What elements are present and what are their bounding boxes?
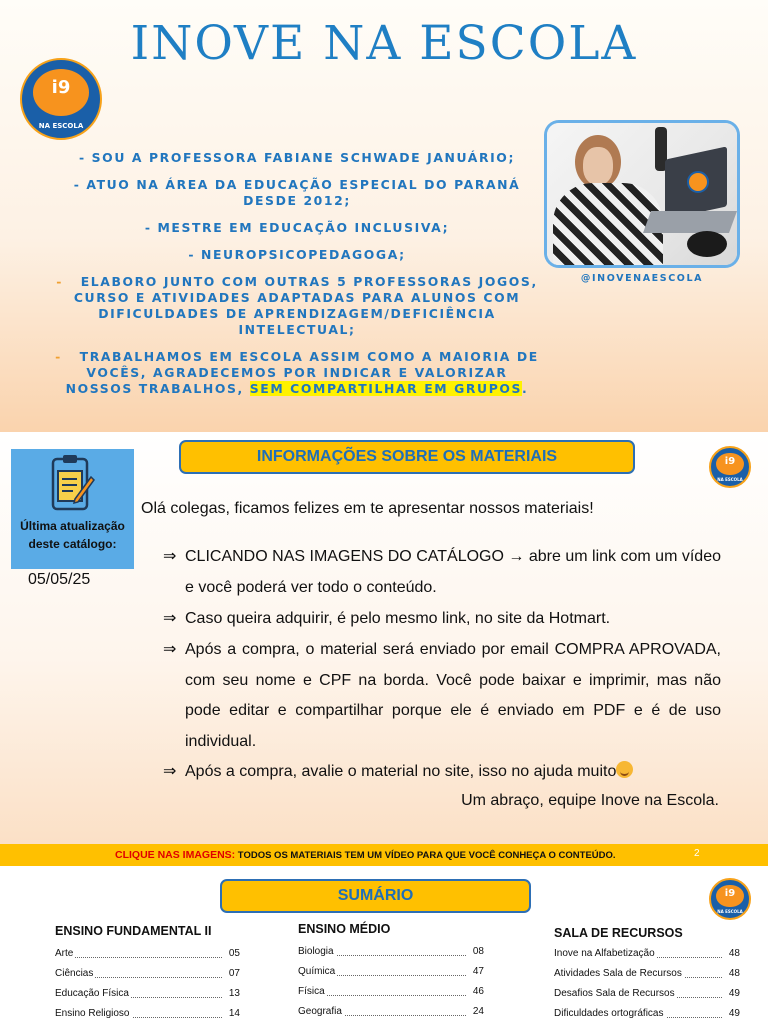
bio-item: - NEUROPSICOPEDAGOGA; [188,247,406,262]
inove-logo[interactable] [709,878,751,920]
arrow-icon: ⇒ [163,641,177,658]
page-number: 2 [694,848,700,859]
toc-page: 46 [471,982,484,1002]
laptop-keyboard [643,211,737,233]
person-face [583,147,613,185]
toc-page: 08 [471,942,484,962]
toc-label: Química [298,966,336,977]
toc-page: 47 [471,962,484,982]
inove-logo[interactable] [20,58,102,140]
info-bullet [163,635,721,757]
toc-entry[interactable] [554,984,740,1004]
bio-item: - MESTRE EM EDUCAÇÃO INCLUSIVA; [144,220,450,235]
mouse-shape [687,231,727,257]
bullet-text[interactable]: CLICANDO NAS IMAGENS DO CATÁLOGO → abre um link com um vídeo e você poderá ver todo o conteúdo. [185,548,721,596]
teacher-photo [547,123,737,265]
arrow-icon: ⇒ [163,763,177,780]
toc-entry[interactable] [55,944,240,964]
page-title: INOVE NA ESCOLA [130,16,638,71]
logo-ring-text: NA ESCOLA [717,477,743,483]
toc-entry[interactable] [298,962,484,982]
signature: Um abraço, equipe Inove na Escola. [461,792,719,809]
toc-label: Arte [55,948,74,959]
toc-entry[interactable] [298,942,484,962]
toc-entry[interactable] [554,1004,740,1024]
arrow-icon: ⇒ [163,610,177,627]
inove-logo[interactable] [709,446,751,488]
info-heading: INFORMAÇÕES SOBRE OS MATERIAIS [179,440,635,474]
summary-heading: SUMÁRIO [220,879,531,913]
toc-entry[interactable] [554,944,740,964]
bio-dash: - [55,349,62,364]
column-heading: SALA DE RECURSOS [554,926,683,940]
laptop-logo-icon [687,171,709,193]
bio-item: - ATUO NA ÁREA DA EDUCAÇÃO ESPECIAL DO PARANÁ DESDE 2012; [73,177,521,208]
info-bullet [163,757,721,788]
toc-entry[interactable] [55,1004,240,1024]
banner-message: TODOS OS MATERIAIS TEM UM VÍDEO PARA QUE VOCÊ CONHEÇA O CONTEÚDO. [235,850,616,861]
toc-label: Atividades Sala de Recursos [554,968,682,979]
logo-ring-text: NA ESCOLA [717,909,743,915]
toc-label: Ciências [55,968,94,979]
toc-page: 13 [227,984,240,1004]
click-images-banner [0,844,768,866]
info-bullet [163,604,721,635]
toc-label: Física [298,986,325,997]
logo-ring-text: NA ESCOLA [38,122,84,131]
highlighted-text: SEM COMPARTILHAR EM GRUPOS [249,381,523,396]
logo-glyph: i9 [724,888,736,900]
column-heading: ENSINO MÉDIO [298,922,391,936]
toc-page: 14 [227,1004,240,1024]
arrow-icon: ⇒ [163,548,177,565]
summary-section [0,866,768,1024]
intro-section [0,0,768,432]
logo-glyph: i9 [724,456,736,468]
update-date: 05/05/25 [28,571,91,588]
toc-page: 05 [227,944,240,964]
smiling-face-icon [616,761,633,778]
toc-page: 24 [471,1002,484,1022]
toc-entry[interactable] [55,964,240,984]
bio-text: ELABORO JUNTO COM OUTRAS 5 PROFESSORAS JOGOS, CURSO E ATIVIDADES ADAPTADAS PARA ALUNOS COM DIFICULDADES DE APRENDIZAGEM/DEFICIÊNCIA INTELECTUAL; [73,274,538,337]
instagram-handle[interactable]: @INOVENAESCOLA [580,273,704,284]
greeting: Olá colegas, ficamos felizes em te apresentar nossos materiais! [141,500,594,517]
update-label: Última atualização deste catálogo: [20,519,125,551]
column-heading: ENSINO FUNDAMENTAL II [55,924,212,938]
toc-page: 49 [727,984,740,1004]
bullet-text: Caso queira adquirir, é pelo mesmo link, no site da Hotmart. [185,610,611,627]
bullet-text: Após a compra, o material será enviado por email COMPRA APROVADA, com seu nome e CPF na borda. Você pode baixar e imprimir, mas não pode editar e compartilhar porque ele é enviado em PDF e é de uso individual. [185,641,721,750]
bio-item [52,349,542,397]
toc-label: Ensino Religioso [55,1008,130,1019]
toc-entry[interactable] [55,984,240,1004]
toc-page: 48 [727,964,740,984]
summary-column [554,926,740,1024]
toc-page: 48 [727,944,740,964]
bio-item [52,274,542,338]
logo-glyph: i9 [51,77,71,99]
bio-item: - SOU A PROFESSORA FABIANE SCHWADE JANUÁRIO; [79,150,515,165]
clipboard-edit-icon [49,453,95,513]
toc-label: Dificuldades ortográficas [554,1008,664,1019]
bullet-text-wrap [163,757,721,788]
bio-text: TRABALHAMOS EM ESCOLA ASSIM COMO A MAIORIA DE VOCÊS, AGRADECEMOS POR INDICAR E VALORIZAR NOSSOS TRABALHOS, [65,349,539,396]
toc-label: Inove na Alfabetização [554,948,655,959]
summary-column [55,924,240,1024]
toc-entry[interactable] [298,1002,484,1022]
bio-list [52,150,542,408]
banner-red-label: CLIQUE NAS IMAGENS: [115,849,236,861]
banner-text [115,849,616,861]
toc-page: 07 [227,964,240,984]
update-box [11,449,134,569]
toc-entry[interactable] [554,964,740,984]
summary-column [298,922,484,1022]
bio-dash: - [56,274,63,289]
toc-page: 49 [727,1004,740,1024]
toc-entry[interactable] [298,982,484,1002]
bio-end: . [522,381,529,396]
toc-label: Desafios Sala de Recursos [554,988,675,999]
info-section [0,432,768,844]
bullet-text: Após a compra, avalie o material no site, isso no ajuda muito [185,763,617,780]
toc-label: Geografia [298,1006,342,1017]
toc-label: Educação Física [55,988,129,999]
toc-label: Biologia [298,946,334,957]
info-bullet [163,542,721,603]
